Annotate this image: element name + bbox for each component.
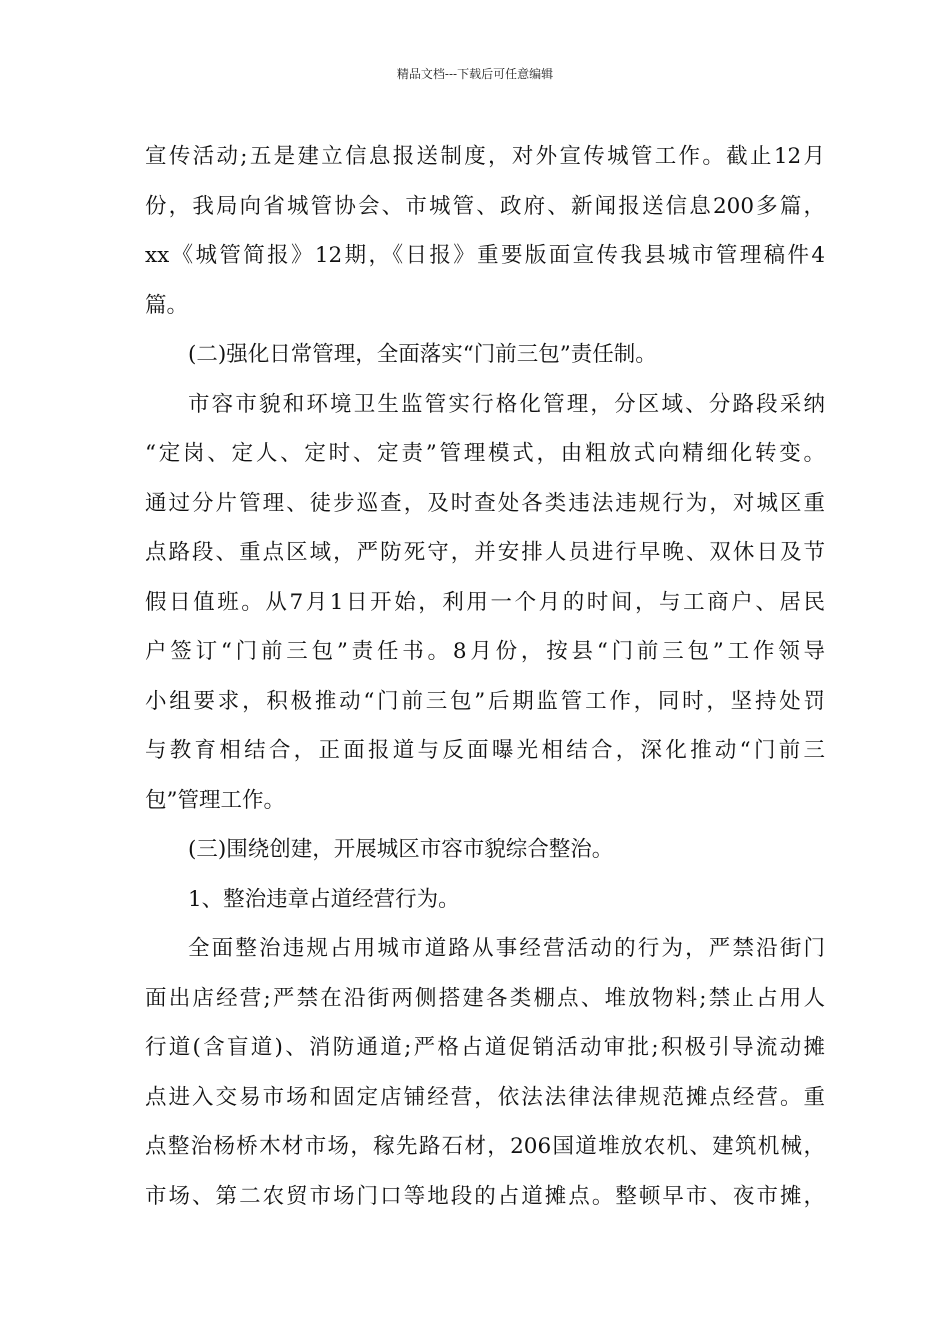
text-line: (三)围绕创建，开展城区市容市貌综合整治。 — [188, 837, 614, 862]
text-line: 篇。 — [145, 292, 189, 318]
text-line: 假日值班。从7月1日开始，利用一个月的时间，与工商户、居民 — [145, 589, 825, 615]
page-header: 精品文档---下载后可任意编辑 — [396, 67, 554, 81]
text-line: 市场、第二农贸市场门口等地段的占道摊点。整顿早市、夜市摊， — [145, 1183, 825, 1209]
text-line: 份，我局向省城管协会、市城管、政府、新闻报送信息200多篇， — [145, 193, 825, 219]
text-line: 1、整治违章占道经营行为。 — [188, 886, 460, 912]
text-line: 点整治杨桥木材市场，稼先路石材，206国道堆放农机、建筑机械， — [145, 1134, 825, 1159]
text-line: xx《城管简报》12期，《日报》重要版面宣传我县城市管理稿件4 — [145, 243, 825, 268]
text-line: (二)强化日常管理，全面落实“门前三包”责任制。 — [188, 342, 657, 367]
text-line: 与教育相结合，正面报道与反面曝光相结合，深化推动“门前三 — [145, 738, 825, 763]
text-line: 户签订“门前三包”责任书。8月份，按县“门前三包”工作领导 — [145, 639, 825, 664]
text-line: 点路段、重点区域，严防死守，并安排人员进行早晚、双休日及节 — [145, 540, 825, 565]
text-line: 包”管理工作。 — [145, 787, 285, 813]
text-line: 面出店经营;严禁在沿街两侧搭建各类棚点、堆放物料;禁止占用人 — [145, 985, 825, 1011]
text-line: 市容市貌和环境卫生监管实行格化管理，分区域、分路段采纳 — [188, 391, 825, 417]
text-line: 小组要求，积极推动“门前三包”后期监管工作，同时，坚持处罚 — [145, 688, 825, 714]
text-line: 行道(含盲道)、消防通道;严格占道促销活动审批;积极引导流动摊 — [145, 1035, 825, 1060]
text-line: 通过分片管理、徒步巡查，及时查处各类违法违规行为，对城区重 — [145, 490, 825, 516]
text-line: “定岗、定人、定时、定责”管理模式，由粗放式向精细化转变。 — [145, 441, 825, 466]
document-body — [145, 132, 825, 1221]
text-line: 全面整治违规占用城市道路从事经营活动的行为，严禁沿街门 — [188, 936, 825, 961]
text-line: 宣传活动;五是建立信息报送制度，对外宣传城管工作。截止12月 — [145, 144, 825, 169]
text-line: 点进入交易市场和固定店铺经营，依法法律法律规范摊点经营。重 — [145, 1084, 825, 1110]
